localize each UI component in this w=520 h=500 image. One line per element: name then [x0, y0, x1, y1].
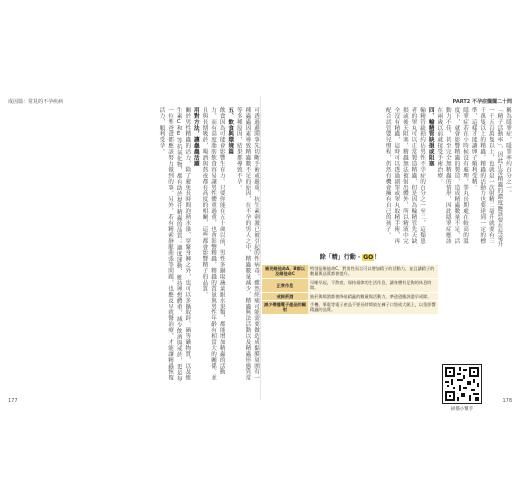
- action-row-label: 減少傳播電子產品的輻射: [262, 301, 308, 315]
- right-paragraph-1: 稱為隱睪症，隱睪率約百分之一。: [505, 107, 511, 197]
- left-paragraph-2: 飲食因為可能會影響生育力。只要你能在五十歲以前，男性多攝取蔬菜跟水果類，都能增加精蟲的活動力，而有高度脂肪飲食容易讓男性體重過重，也會影響精蟲，精蟲的質量與男性年齡有相當大的關係，並且與長期吸菸，喝酒與熬夜都有高度的相關，這些都會影響精子的品質。: [201, 107, 225, 381]
- action-row-label: 正常作息: [262, 278, 308, 292]
- action-row-desc: 特別是維他命C，對男性而言可以增加精子的活動力，並且讓精子的數量與品質都會提升。: [308, 265, 438, 278]
- left-running-head: 成因篇：常見的不孕疾病: [8, 99, 64, 105]
- action-row-label: 戒除菸酒: [262, 292, 308, 300]
- action-row-label: 補充維他命A、B群以及維他命C: [262, 265, 308, 278]
- right-page: [262, 98, 512, 412]
- action-row-desc: 抽菸與喝酒都會降低精蟲的數量與活動力，準爸爸應該盡早戒除。: [308, 292, 438, 300]
- right-paragraph-4: 輸精管缺損約佔男性不孕症的百分之一至二，這類患者的睪丸可以正常製造精蟲，但是因為輸精管先天缺損或後天阻塞，精蟲無法被射出體外，所以精液中完全沒有精蟲，這時可以透過副睪或睪丸取精手術，再配合試管嬰兒療程，仍然有機會擁有自己的孩子。: [384, 107, 426, 244]
- right-page-number: 178: [502, 398, 512, 404]
- action-row-desc: 早睡早起，不熬夜，保持規律的生活作息，讓身體有足夠的休息時間。: [308, 278, 438, 292]
- right-paragraph-3: 隱睪症若在小時候沒有處理，睪丸長期處在較高的溫度下，就會影響精蟲的製造，造成精蟲數量不足、活動力不佳，甚至完全無精蟲的情形，因此隱睪症應該在兩歲以前就接受手術治療。: [436, 107, 469, 244]
- page-gutter: [260, 96, 261, 400]
- action-row: [262, 292, 438, 300]
- left-heading-diet: 五、飲食與環境篇: [227, 107, 234, 155]
- qr-code-label: 掃描小幫手: [450, 407, 474, 412]
- right-body-text: [352, 107, 512, 249]
- action-box-title-post: ！: [374, 254, 381, 261]
- left-page: [8, 98, 260, 404]
- qr-code-icon[interactable]: [442, 364, 482, 404]
- left-paragraph-1: 可透過避開事先切斷手術或嚴重，抗生素刺激已被引起的性病毒，雖然經痛可能需要做造成黏膜周圍有一種蟲蟲因素導致精蟲數不足的原因，在不孕的男人之中，精蟲數量減少，精蟲無法活動以及精蟲形態異常等多種原因，結果都導致不孕。: [235, 107, 259, 381]
- left-heading-method: 用對方法，讓蟲蟲活躍: [192, 107, 199, 167]
- action-box-title-pre: 除「精」行動 ·: [319, 254, 363, 261]
- left-page-number: 177: [8, 398, 18, 404]
- action-row: [262, 278, 438, 292]
- right-heading-vas: 四、輸精管缺損或阻塞: [427, 107, 434, 167]
- action-box-title: [262, 252, 438, 263]
- left-body-text: [8, 107, 260, 385]
- action-row: [262, 265, 438, 278]
- action-row: [262, 301, 438, 315]
- right-paragraph-2: 「精子活動率」，因此正常精蟲的濃度應該要在每毫升一千五百萬隻以上，也就是一次射精二毫升就要有三千萬隻以上的精蟲，精蟲的活動力也要達到一定的標準，這樣才能讓卵子順利受精。: [470, 107, 503, 247]
- left-paragraph-3: 關於男性精蟲的活力，除了避免長時間泡熱水澡、穿緊身褲之外，也可以多攝取鋅、硒等礦物質，以及維生素C和E等抗氧化物，都有助於提升精蟲的品質；適度運動、維持理想體重、減少飲酒與戒菸，更是每一位準爸爸都應該努力做到的事。另外，若有精索靜脈曲張等問題，也應及早就醫治療，才能讓精蟲恢復活力，順利受孕。: [158, 107, 191, 382]
- action-row-desc: 手機、筆電等電子產品不要長時間放在褲子口袋或大腿上，以免影響精蟲的品質。: [308, 301, 438, 315]
- action-table: [262, 265, 438, 315]
- right-running-head: PART2 不孕症爛爛二十問: [452, 99, 512, 105]
- action-box: [262, 252, 474, 412]
- action-box-title-accent: GO: [363, 254, 374, 261]
